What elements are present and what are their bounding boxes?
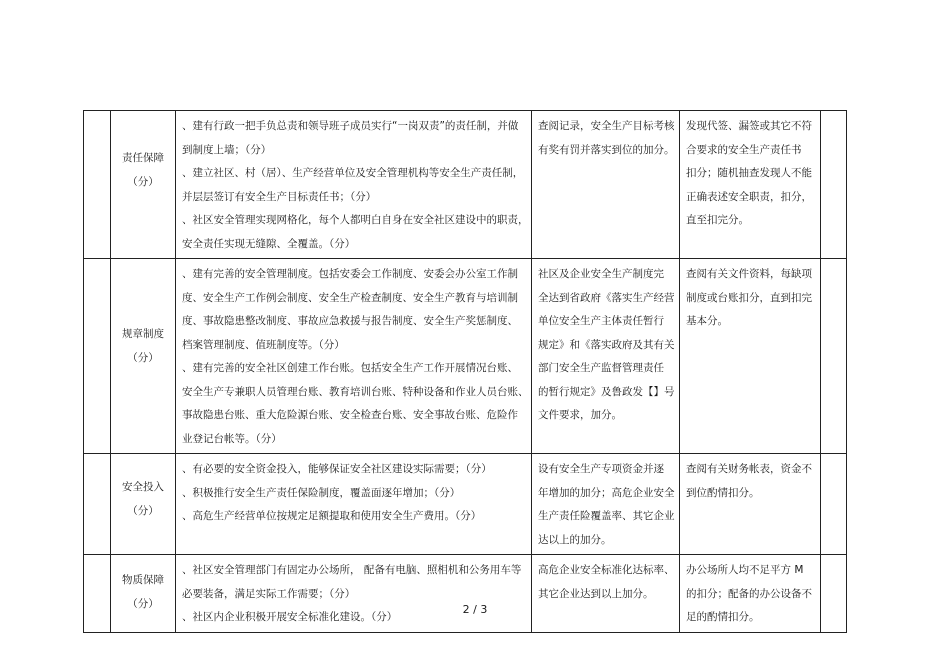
method-line: 查阅记录，安全生产目标考核	[538, 120, 675, 132]
category-cell	[111, 555, 176, 633]
method-line: 规定》和《落实政府及其有关	[538, 338, 675, 351]
method-line: 生产责任险覆盖率、其它企业	[538, 510, 675, 522]
deduction-line: 办公场所人均不足平方 M	[686, 564, 804, 576]
deduction-line: 基本分。	[686, 315, 728, 327]
content-line: 、建有完善的安全管理制度。包括安委会工作制度、安委会办公室工作制	[182, 268, 518, 280]
content-line: 度、安全生产工作例会制度、安全生产检查制度、安全生产教育与培训制	[182, 291, 518, 304]
deduction-line: 到位酌情扣分。	[686, 486, 760, 499]
deduction-line: 正确表述安全职责，扣分，	[686, 190, 812, 203]
deduction-line: 扣分；随机抽查发现人不能	[686, 167, 812, 179]
content-line: 、建有完善的安全社区创建工作台账。包括安全生产工作开展情况台账、	[182, 362, 518, 374]
category-cell	[111, 111, 176, 259]
method-line: 达以上的加分。	[538, 533, 612, 546]
content-line: 必要装备，满足实际工作需要；（分）	[182, 587, 356, 600]
method-line: 年增加的加分；高危企业安全	[538, 486, 675, 499]
content-line: 、高危生产经营单位按规定足额提取和使用安全生产费用。（分）	[182, 510, 482, 522]
content-line: 、社区安全管理实现网格化，每个人都明白自身在安全社区建设中的职责，	[182, 214, 529, 226]
deduction-cell	[680, 555, 821, 633]
blank-cell	[84, 454, 111, 555]
category-label: 物质保障	[122, 574, 164, 586]
deduction-line: 足的酌情扣分。	[686, 611, 760, 623]
category-score: （分）	[127, 175, 159, 188]
method-line: 设有安全生产专项资金并逐	[538, 463, 664, 475]
blank-cell	[84, 111, 111, 259]
page-number: 2 / 3	[462, 603, 488, 616]
content-line: 到制度上墙；（分）	[182, 143, 272, 156]
content-line: 度、事故隐患整改制度、事故应急救援与报告制度、安全生产奖惩制度、	[182, 315, 518, 327]
deduction-line: 的扣分；配备的办公设备不	[686, 587, 812, 600]
category-label: 安全投入	[122, 481, 164, 493]
content-line: 、建有行政一把手负总责和领导班子成员实行“一岗双责”的责任制，并做	[182, 120, 519, 132]
blank-cell	[84, 555, 111, 633]
deduction-line: 发现代签、漏签或其它不符	[686, 120, 812, 132]
content-line: 、社区内企业积极开展安全标准化建设。（分）	[182, 611, 398, 623]
content-line: 、积极推行安全生产责任保险制度，覆盖面逐年增加；（分）	[182, 486, 461, 499]
content-line: 、有必要的安全资金投入，能够保证安全社区建设实际需要；（分）	[182, 463, 492, 475]
blank-cell	[821, 555, 847, 633]
content-line: 档案管理制度、值班制度等。（分）	[182, 338, 345, 351]
deduction-line: 合要求的安全生产责任书	[686, 143, 802, 156]
deduction-line: 直至扣完分。	[686, 214, 749, 226]
category-score: （分）	[127, 351, 159, 364]
content-cell	[176, 259, 532, 454]
content-line: 事故隐患台账、重大危险源台账、安全检查台账、安全事故台账、危险作	[182, 409, 518, 421]
table-row	[84, 111, 847, 259]
deduction-cell	[680, 259, 821, 454]
content-line: 并层层签订有安全生产目标责任书；（分）	[182, 190, 377, 203]
category-label: 规章制度	[122, 328, 164, 340]
method-line: 部门安全生产监督管理责任	[538, 362, 664, 374]
content-line: 业登记台帐等。（分）	[182, 432, 282, 445]
method-line: 有奖有罚并落实到位的加分。	[538, 143, 675, 156]
evaluation-table	[83, 110, 847, 633]
method-line: 全达到省政府《落实生产经营	[538, 291, 675, 304]
method-line: 单位安全生产主体责任暂行	[538, 315, 664, 327]
method-line: 高危企业安全标准化达标率、	[538, 564, 675, 576]
method-line: 文件要求，加分。	[538, 409, 622, 421]
method-cell	[532, 259, 680, 454]
category-label: 责任保障	[122, 152, 164, 164]
content-line: 安全生产专兼职人员管理台账、教育培训台账、特种设备和作业人员台账、	[182, 385, 529, 398]
deduction-cell	[680, 454, 821, 555]
blank-cell	[821, 111, 847, 259]
deduction-line: 制度或台账扣分，直到扣完	[686, 291, 812, 304]
table-row	[84, 259, 847, 454]
method-cell	[532, 454, 680, 555]
blank-cell	[821, 454, 847, 555]
table-row	[84, 555, 847, 633]
method-line: 社区及企业安全生产制度完	[538, 268, 664, 280]
table-row	[84, 454, 847, 555]
deduction-line: 查阅有关文件资料，每缺项	[686, 268, 812, 280]
content-line: 、社区安全管理部门有固定办公场所， 配备有电脑、照相机和公务用车等	[182, 564, 522, 576]
method-cell	[532, 555, 680, 633]
method-line: 其它企业达到以上加分。	[538, 587, 654, 600]
blank-cell	[821, 259, 847, 454]
content-line: 、建立社区、村（居）、生产经营单位及安全管理机构等安全生产责任制，	[182, 167, 524, 179]
content-cell	[176, 454, 532, 555]
category-score: （分）	[127, 504, 159, 517]
category-score: （分）	[127, 597, 159, 610]
category-cell	[111, 259, 176, 454]
blank-cell	[84, 259, 111, 454]
category-cell	[111, 454, 176, 555]
method-line: 的暂行规定》及鲁政发【】号	[538, 385, 675, 398]
content-cell	[176, 555, 532, 633]
content-cell	[176, 111, 532, 259]
deduction-cell	[680, 111, 821, 259]
content-line: 安全责任实现无缝隙、全覆盖。（分）	[182, 237, 356, 250]
deduction-line: 查阅有关财务帐表，资金不	[686, 463, 812, 475]
method-cell	[532, 111, 680, 259]
